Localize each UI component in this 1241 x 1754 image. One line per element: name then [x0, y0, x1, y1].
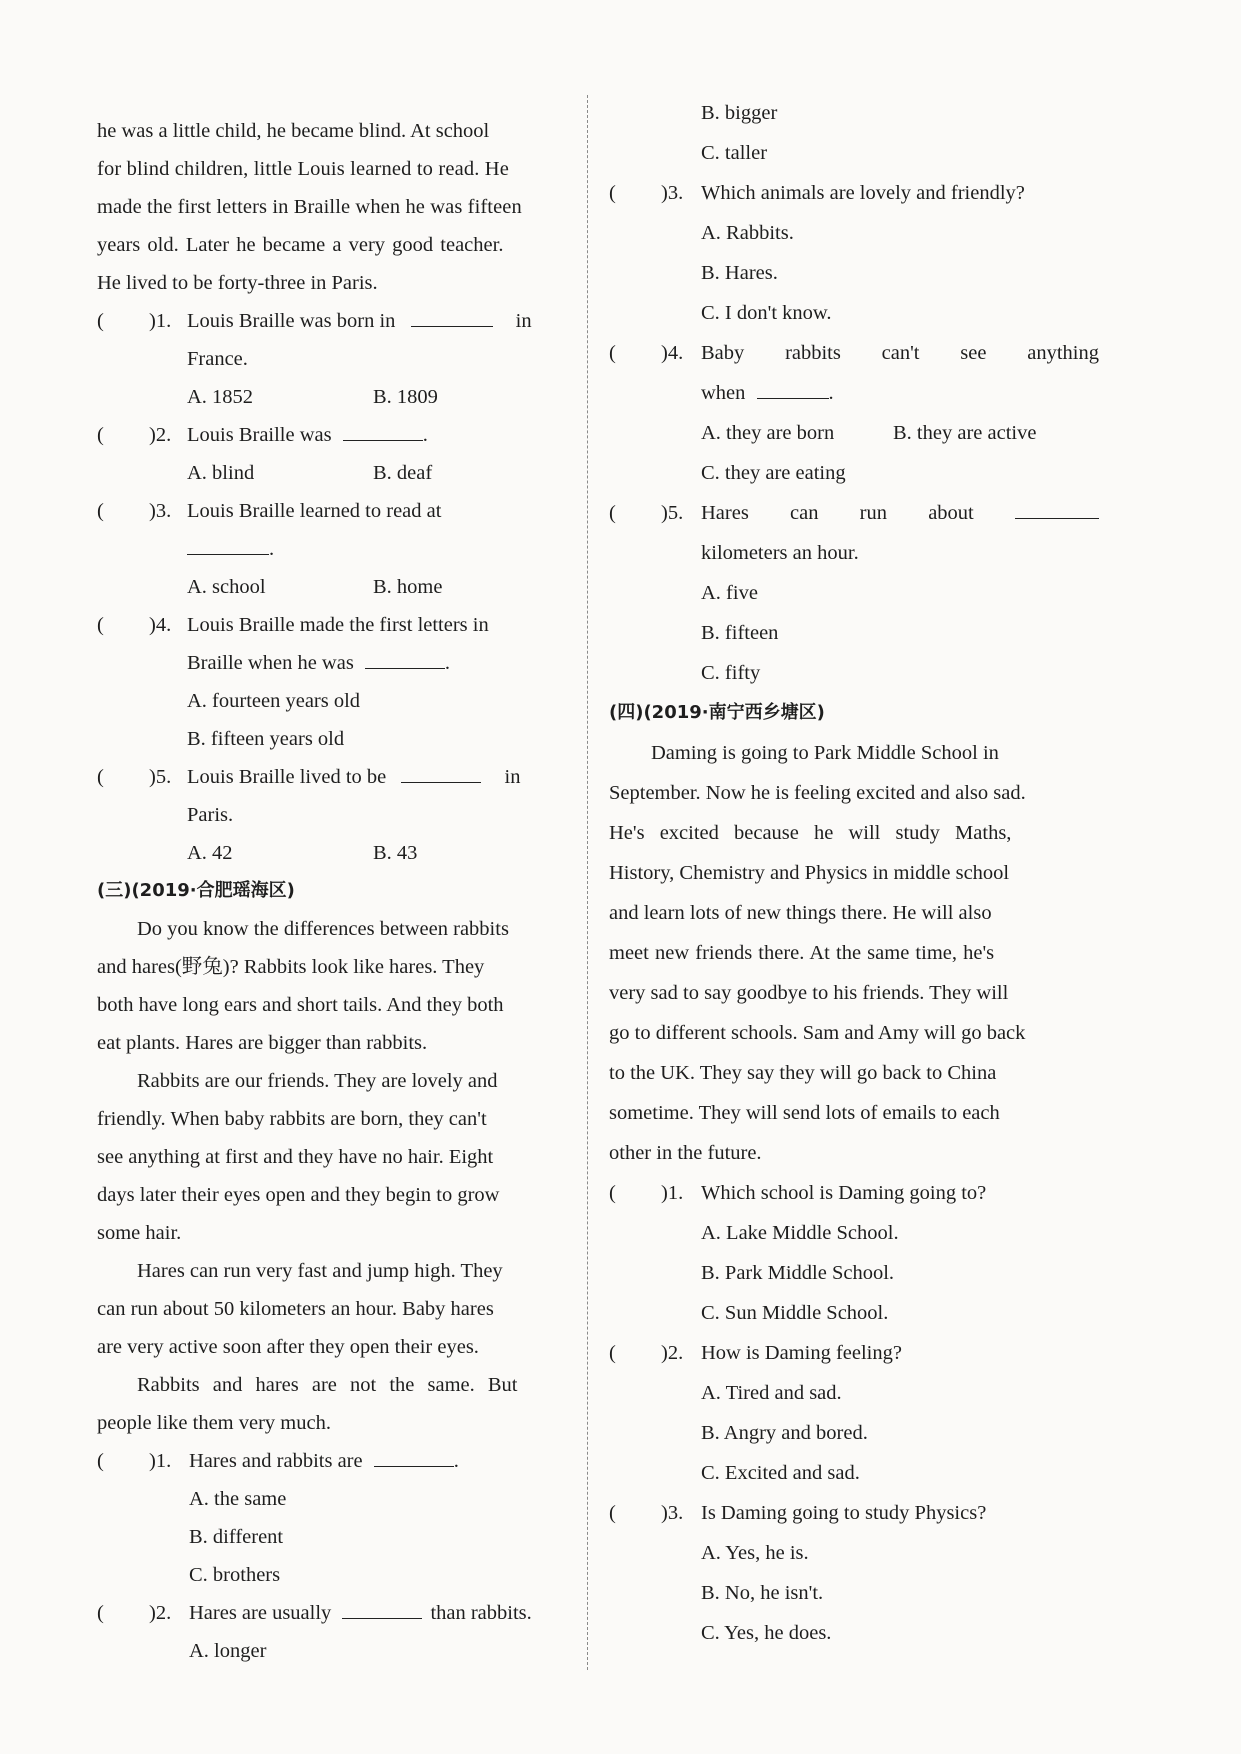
question-number: )3. — [149, 500, 172, 522]
passage-line: Rabbits and hares are not the same. But — [137, 1374, 518, 1396]
passage-line: and learn lots of new things there. He will also — [609, 902, 992, 924]
question-text: Louis Braille lived to be in — [187, 766, 521, 788]
option-c: C. taller — [701, 142, 768, 164]
answer-blank[interactable] — [757, 380, 829, 399]
passage-line: He's excited because he will study Maths, — [609, 822, 1012, 844]
question-text-cont: Braille when he was . — [187, 652, 451, 674]
answer-bracket[interactable]: ( — [609, 502, 642, 524]
passage-line: September. Now he is feeling excited and also sad. — [609, 782, 1026, 804]
question-text: Louis Braille was . — [187, 424, 428, 446]
answer-bracket[interactable]: ( — [609, 1342, 642, 1364]
answer-blank[interactable] — [343, 422, 423, 441]
passage-line: Daming is going to Park Middle School in — [651, 742, 999, 764]
question-number: )4. — [661, 342, 684, 364]
passage-line: friendly. When baby rabbits are born, they can't — [97, 1108, 487, 1130]
passage-line: Rabbits are our friends. They are lovely and — [137, 1070, 498, 1092]
passage-line: to the UK. They say they will go back to China — [609, 1062, 997, 1084]
answer-bracket[interactable]: ( — [97, 766, 130, 788]
passage-line: made the first letters in Braille when he was fifteen — [97, 196, 522, 218]
question-text-cont: Paris. — [187, 804, 234, 826]
passage-line: see anything at first and they have no hair. Eight — [97, 1146, 494, 1168]
option-c: C. fifty — [701, 662, 761, 684]
question-text-cont: France. — [187, 348, 248, 370]
answer-bracket[interactable]: ( — [97, 310, 130, 332]
question-text: Which school is Daming going to? — [701, 1182, 987, 1204]
answer-bracket[interactable]: ( — [609, 1502, 642, 1524]
answer-bracket[interactable]: ( — [97, 1602, 130, 1624]
question-text: Louis Braille made the first letters in — [187, 614, 489, 636]
passage-line: years old. Later he became a very good teacher. — [97, 234, 504, 256]
option-a: A. fourteen years old — [187, 690, 361, 712]
passage-line: eat plants. Hares are bigger than rabbits. — [97, 1032, 428, 1054]
question-text: Baby rabbits can't see anything — [701, 342, 1099, 364]
passage-line: sometime. They will send lots of emails to each — [609, 1102, 1000, 1124]
option-b: B. they are active — [893, 422, 1037, 444]
passage-line: other in the future. — [609, 1142, 762, 1164]
passage-line: are very active soon after they open their eyes. — [97, 1336, 479, 1358]
passage-line: meet new friends there. At the same time, he's — [609, 942, 995, 964]
answer-blank[interactable] — [401, 764, 481, 783]
option-b: B. 43 — [373, 842, 418, 864]
passage-line: for blind children, little Louis learned to read. He — [97, 158, 509, 180]
passage-line: both have long ears and short tails. And they both — [97, 994, 504, 1016]
passage-line: very sad to say goodbye to his friends. They will — [609, 982, 1009, 1004]
option-a: A. longer — [189, 1640, 267, 1662]
option-a: A. 42 — [187, 842, 233, 864]
question-text: Is Daming going to study Physics? — [701, 1502, 987, 1524]
passage-line: he was a little child, he became blind. At school — [97, 120, 490, 142]
option-b: B. Hares. — [701, 262, 778, 284]
answer-bracket[interactable]: ( — [609, 342, 642, 364]
option-a: A. they are born — [701, 422, 835, 444]
option-a: A. five — [701, 582, 758, 604]
answer-bracket[interactable]: ( — [609, 182, 642, 204]
answer-bracket[interactable]: ( — [97, 424, 130, 446]
question-number: )4. — [149, 614, 172, 636]
option-b: B. No, he isn't. — [701, 1582, 824, 1604]
question-number: )2. — [149, 424, 172, 446]
answer-blank[interactable] — [187, 536, 269, 555]
answer-bracket[interactable]: ( — [97, 500, 130, 522]
passage-line: History, Chemistry and Physics in middle school — [609, 862, 1010, 884]
section-title: (四)(2019·南宁西乡塘区) — [609, 702, 825, 723]
answer-blank[interactable] — [342, 1600, 422, 1619]
passage-line: can run about 50 kilometers an hour. Baby hares — [97, 1298, 494, 1320]
option-a: A. Lake Middle School. — [701, 1222, 899, 1244]
passage-line: people like them very much. — [97, 1412, 331, 1434]
question-text: Hares and rabbits are . — [189, 1450, 459, 1472]
question-text: How is Daming feeling? — [701, 1342, 902, 1364]
question-number: )3. — [661, 1502, 684, 1524]
question-number: )3. — [661, 182, 684, 204]
option-c: C. they are eating — [701, 462, 846, 484]
option-c: C. Excited and sad. — [701, 1462, 860, 1484]
answer-bracket[interactable]: ( — [609, 1182, 642, 1204]
option-b: B. fifteen years old — [187, 728, 345, 750]
question-text: Hares are usually than rabbits. — [189, 1602, 532, 1624]
question-number: )1. — [149, 1450, 172, 1472]
option-c: C. brothers — [189, 1564, 281, 1586]
passage-line: He lived to be forty-three in Paris. — [97, 272, 378, 294]
option-a: A. Yes, he is. — [701, 1542, 809, 1564]
option-b: B. bigger — [701, 102, 778, 124]
question-text: Louis Braille learned to read at — [187, 500, 442, 522]
option-a: A. Tired and sad. — [701, 1382, 842, 1404]
option-c: C. Sun Middle School. — [701, 1302, 889, 1324]
option-b: B. 1809 — [373, 386, 438, 408]
passage-line: and hares(野兔)? Rabbits look like hares. They — [97, 956, 485, 978]
option-a: A. Rabbits. — [701, 222, 794, 244]
question-text-cont: . — [187, 536, 274, 562]
option-b: B. fifteen — [701, 622, 779, 644]
answer-bracket[interactable]: ( — [97, 614, 130, 636]
question-number: )2. — [661, 1342, 684, 1364]
question-number: )5. — [149, 766, 172, 788]
section-title: (三)(2019·合肥瑶海区) — [97, 880, 295, 901]
option-b: B. Park Middle School. — [701, 1262, 895, 1284]
answer-bracket[interactable]: ( — [97, 1450, 130, 1472]
option-a: A. blind — [187, 462, 255, 484]
passage-line: days later their eyes open and they begin to grow — [97, 1184, 500, 1206]
answer-blank[interactable] — [1015, 500, 1099, 519]
option-c: C. I don't know. — [701, 302, 832, 324]
passage-line: Do you know the differences between rabbits — [137, 918, 509, 940]
question-number: )2. — [149, 1602, 172, 1624]
option-b: B. home — [373, 576, 443, 598]
question-text-cont: when . — [701, 382, 834, 404]
option-c: C. Yes, he does. — [701, 1622, 832, 1644]
question-number: )1. — [661, 1182, 684, 1204]
passage-line: some hair. — [97, 1222, 182, 1244]
passage-line: go to different schools. Sam and Amy will go back — [609, 1022, 1026, 1044]
answer-blank[interactable] — [374, 1448, 454, 1467]
question-text-cont: kilometers an hour. — [701, 542, 859, 564]
answer-blank[interactable] — [365, 650, 445, 669]
question-text: Hares can run about — [701, 500, 1099, 526]
option-a: A. the same — [189, 1488, 287, 1510]
passage-line: Hares can run very fast and jump high. They — [137, 1260, 503, 1282]
option-b: B. deaf — [373, 462, 433, 484]
option-b: B. different — [189, 1526, 284, 1548]
question-text: Which animals are lovely and friendly? — [701, 182, 1025, 204]
option-b: B. Angry and bored. — [701, 1422, 868, 1444]
question-number: )1. — [149, 310, 172, 332]
question-text: Louis Braille was born in in — [187, 310, 532, 332]
option-a: A. 1852 — [187, 386, 254, 408]
column-divider — [587, 95, 588, 1670]
option-a: A. school — [187, 576, 266, 598]
question-number: )5. — [661, 502, 684, 524]
answer-blank[interactable] — [411, 308, 493, 327]
